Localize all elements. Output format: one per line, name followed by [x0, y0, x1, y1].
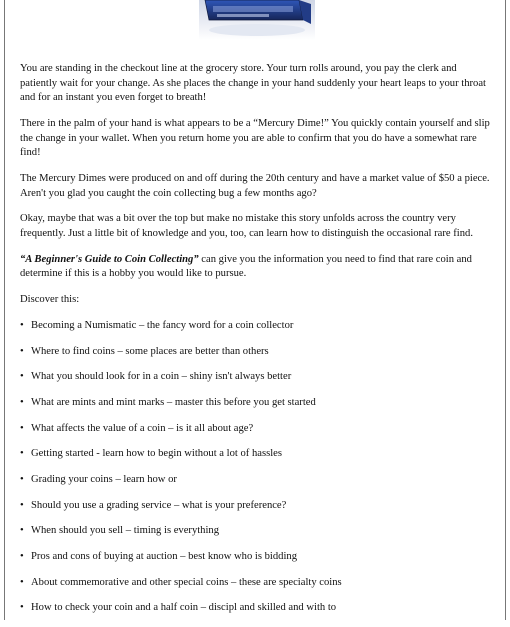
- intro-paragraph-3: The Mercury Dimes were produced on and off during the 20th century and have a market value of $50 a piece. Aren't you glad you caught the coin collecting bug a few months ago?: [20, 172, 490, 199]
- feature-list: [20, 319, 492, 616]
- bullet-icon: •: [20, 525, 24, 537]
- list-item-text: What affects the value of a coin – is it all about age?: [31, 422, 254, 434]
- ebook-cover-image: [199, 0, 315, 40]
- list-item-text: Should you use a grading service – what is your preference?: [31, 499, 287, 511]
- list-item: [20, 473, 492, 488]
- intro-paragraph-2: There in the palm of your hand is what appears to be a “Mercury Dime!” You quickly contain yourself and slip the change in your wallet. When you return home you are able to confirm that you do have a somewhat rare find!: [20, 117, 490, 159]
- list-item-text: About commemorative and other special coins – these are specialty coins: [31, 576, 342, 588]
- bullet-icon: •: [20, 345, 24, 357]
- list-item: [20, 422, 492, 437]
- list-item: [20, 319, 492, 334]
- list-item: [20, 499, 492, 514]
- list-item-text: Pros and cons of buying at auction – best know who is bidding: [31, 551, 297, 563]
- intro-paragraph-1: You are standing in the checkout line at the grocery store. Your turn rolls around, you pay the clerk and patiently wait for your change. As she places the change in your hand suddenly your heart leaps to your throat and for an instant you even forget to breath!: [20, 63, 486, 104]
- bullet-icon: •: [20, 576, 24, 588]
- bullet-icon: •: [20, 448, 24, 460]
- list-item-text: What you should look for in a coin – shiny isn't always better: [31, 371, 292, 383]
- discover-label: Discover this:: [20, 294, 80, 306]
- list-item-text: Getting started - learn how to begin without a lot of hassles: [31, 448, 282, 460]
- bullet-icon: •: [20, 319, 24, 331]
- list-item: [20, 345, 492, 360]
- list-item: [20, 601, 492, 616]
- list-item-text: Grading your coins – learn how or: [31, 473, 177, 485]
- list-item: [20, 396, 492, 411]
- list-item-text: Where to find coins – some places are better than others: [31, 345, 269, 357]
- bullet-icon: •: [20, 396, 24, 408]
- list-item-text: How to check your coin and a half coin – discipl and skilled and with to: [31, 602, 337, 614]
- bullet-icon: •: [20, 602, 24, 614]
- list-item-text: What are mints and mint marks – master this before you get started: [31, 396, 316, 408]
- bullet-icon: •: [20, 473, 24, 485]
- bullet-icon: •: [20, 371, 24, 383]
- intro-paragraph-4: Okay, maybe that was a bit over the top but make no mistake this story unfolds across the country very frequently. Just a little bit of knowledge and you, too, can learn how to distinguish the occasional rare find.: [20, 213, 473, 239]
- list-item: [20, 524, 492, 539]
- bullet-icon: •: [20, 551, 24, 563]
- list-item-text: When should you sell – timing is everything: [31, 525, 220, 537]
- list-item: [20, 447, 492, 462]
- list-item-text: Becoming a Numismatic – the fancy word for a coin collector: [31, 319, 294, 331]
- bullet-icon: •: [20, 422, 24, 434]
- list-item: [20, 550, 492, 565]
- lead-paragraph: [20, 253, 492, 282]
- list-item: [20, 370, 492, 385]
- list-item: [20, 576, 492, 591]
- article-content: [20, 62, 492, 627]
- lead-text: can give you the information you need to find that rare coin and determine if this is a hobby you would like to pursue.: [20, 253, 472, 280]
- book-title: “A Beginner's Guide to Coin Collecting”: [20, 253, 199, 265]
- bullet-icon: •: [20, 499, 24, 511]
